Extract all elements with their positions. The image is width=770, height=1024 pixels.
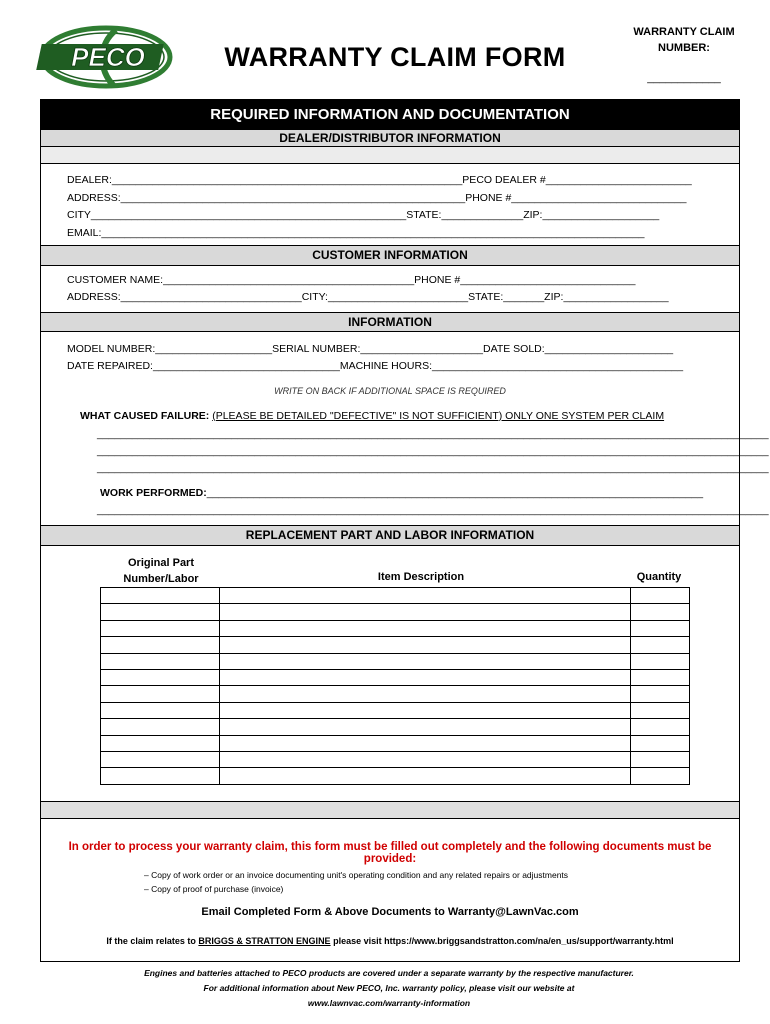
work-performed-line[interactable] bbox=[100, 487, 703, 499]
address-field[interactable]: ADDRESS:___________________________________________________________PHONE #______________________________ bbox=[67, 192, 687, 204]
quantity-cell[interactable] bbox=[631, 637, 690, 653]
failure-note: (PLEASE BE DETAILED "DEFECTIVE" IS NOT SUFFICIENT) ONLY ONE SYSTEM PER CLAIM bbox=[212, 410, 665, 422]
date-repaired-field[interactable]: DATE REPAIRED:________________________________MACHINE HOURS:___________________________________________ bbox=[67, 360, 684, 372]
table-row bbox=[101, 735, 690, 751]
part-number-cell[interactable] bbox=[101, 686, 220, 702]
description-cell[interactable] bbox=[220, 637, 631, 653]
col-description-header: Item Description bbox=[377, 571, 465, 583]
doc-item: – Copy of work order or an invoice documenting unit's operating condition and any related repairs or adjustments bbox=[144, 870, 569, 880]
failure-blank-1[interactable]: ___________________________________________________________________________________________________________________ bbox=[97, 428, 769, 440]
quantity-cell[interactable] bbox=[631, 620, 690, 636]
table-row bbox=[101, 719, 690, 735]
failure-label-line bbox=[80, 410, 664, 422]
logo-text: PECO bbox=[71, 42, 145, 72]
footer-line-1: Engines and batteries attached to PECO products are covered under a separate warranty by the respective manufacturer. bbox=[144, 968, 634, 978]
part-number-cell[interactable] bbox=[101, 588, 220, 604]
table-row bbox=[101, 620, 690, 636]
doc-item: – Copy of proof of purchase (invoice) bbox=[144, 884, 284, 894]
write-on-back-note: WRITE ON BACK IF ADDITIONAL SPACE IS REQUIRED bbox=[274, 386, 506, 396]
part-number-cell[interactable] bbox=[101, 604, 220, 620]
part-number-cell[interactable] bbox=[101, 768, 220, 784]
email-field[interactable]: EMAIL:_____________________________________________________________________________________________ bbox=[67, 227, 645, 239]
description-cell[interactable] bbox=[220, 735, 631, 751]
table-row bbox=[101, 686, 690, 702]
table-row bbox=[101, 588, 690, 604]
page-title: WARRANTY CLAIM FORM bbox=[224, 42, 566, 72]
quantity-cell[interactable] bbox=[631, 768, 690, 784]
description-cell[interactable] bbox=[220, 588, 631, 604]
col-part-number-line1: Original Part bbox=[127, 557, 195, 569]
description-cell[interactable] bbox=[220, 751, 631, 767]
footer-website-link[interactable]: www.lawnvac.com bbox=[307, 998, 383, 1008]
section-parts: REPLACEMENT PART AND LABOR INFORMATION bbox=[41, 525, 739, 546]
model-serial-field[interactable]: MODEL NUMBER:____________________SERIAL NUMBER:_____________________DATE SOLD:______________________ bbox=[67, 343, 674, 355]
description-cell[interactable] bbox=[220, 669, 631, 685]
notice-text: In order to process your warranty claim, this form must be filled out completely and the following documents must be provided: bbox=[68, 841, 712, 865]
customer-address-field[interactable]: ADDRESS:_______________________________CITY:________________________STATE:_______ZIP:__________________ bbox=[67, 291, 669, 303]
claim-number-field[interactable]: ____________ bbox=[647, 72, 721, 84]
parts-table bbox=[100, 587, 690, 785]
table-row bbox=[101, 604, 690, 620]
description-cell[interactable] bbox=[220, 719, 631, 735]
required-docs-list bbox=[144, 868, 568, 896]
description-cell[interactable] bbox=[220, 653, 631, 669]
footer-line-2: For additional information about New PECO, Inc. warranty policy, please visit our website at bbox=[203, 983, 575, 993]
dealer-field[interactable]: DEALER:____________________________________________________________PECO DEALER #_________________________ bbox=[67, 174, 692, 186]
part-number-cell[interactable] bbox=[101, 620, 220, 636]
section-required: REQUIRED INFORMATION AND DOCUMENTATION bbox=[41, 100, 739, 129]
briggs-suffix: please visit https://www.briggsandstratton.com/na/en_us/support/warranty.html bbox=[330, 936, 674, 946]
part-number-cell[interactable] bbox=[101, 751, 220, 767]
work-blank-2[interactable]: ___________________________________________________________________________________________________________________ bbox=[97, 504, 769, 516]
description-cell[interactable] bbox=[220, 702, 631, 718]
part-number-cell[interactable] bbox=[101, 669, 220, 685]
col-part-number-line2: Number/Labor bbox=[123, 573, 199, 585]
table-bottom-bar bbox=[41, 801, 739, 819]
quantity-cell[interactable] bbox=[631, 702, 690, 718]
table-row bbox=[101, 751, 690, 767]
quantity-cell[interactable] bbox=[631, 686, 690, 702]
quantity-cell[interactable] bbox=[631, 588, 690, 604]
quantity-cell[interactable] bbox=[631, 669, 690, 685]
table-row bbox=[101, 669, 690, 685]
claim-number-block bbox=[610, 24, 758, 86]
table-row bbox=[101, 653, 690, 669]
work-performed-label: WORK PERFORMED: bbox=[100, 487, 207, 499]
footer-line-3 bbox=[40, 996, 738, 1011]
table-row bbox=[101, 768, 690, 784]
col-part-number-header bbox=[111, 555, 211, 587]
quantity-cell[interactable] bbox=[631, 604, 690, 620]
failure-blank-2[interactable]: ___________________________________________________________________________________________________________________ bbox=[97, 445, 769, 457]
description-cell[interactable] bbox=[220, 620, 631, 636]
city-field[interactable]: CITY______________________________________________________STATE:______________ZIP:____________________ bbox=[67, 209, 660, 221]
peco-logo bbox=[38, 24, 174, 90]
section-information: INFORMATION bbox=[41, 312, 739, 332]
email-instruction: Email Completed Form & Above Documents to Warranty@LawnVac.com bbox=[201, 906, 579, 918]
description-cell[interactable] bbox=[220, 604, 631, 620]
description-cell[interactable] bbox=[220, 768, 631, 784]
table-row bbox=[101, 637, 690, 653]
claim-number-label: WARRANTY CLAIM bbox=[633, 26, 735, 38]
briggs-note bbox=[41, 936, 739, 946]
part-number-cell[interactable] bbox=[101, 702, 220, 718]
footer-website-path: /warranty-information bbox=[382, 998, 471, 1008]
quantity-cell[interactable] bbox=[631, 735, 690, 751]
dealer-spacer-bar bbox=[41, 147, 739, 164]
briggs-prefix: If the claim relates to bbox=[106, 936, 199, 946]
briggs-link[interactable]: BRIGGS & STRATTON ENGINE bbox=[198, 936, 331, 946]
part-number-cell[interactable] bbox=[101, 637, 220, 653]
section-customer: CUSTOMER INFORMATION bbox=[41, 245, 739, 266]
customer-name-field[interactable]: CUSTOMER NAME:___________________________________________PHONE #______________________________ bbox=[67, 274, 636, 286]
form-box bbox=[40, 99, 769, 962]
failure-label: WHAT CAUSED FAILURE: bbox=[80, 410, 210, 422]
failure-blank-3[interactable]: ___________________________________________________________________________________________________________________ bbox=[97, 462, 769, 474]
quantity-cell[interactable] bbox=[631, 719, 690, 735]
quantity-cell[interactable] bbox=[631, 653, 690, 669]
work-performed-blank[interactable]: _____________________________________________________________________________________ bbox=[206, 487, 704, 499]
claim-number-label-2: NUMBER: bbox=[658, 42, 710, 54]
footer bbox=[40, 966, 738, 1011]
table-row bbox=[101, 702, 690, 718]
section-dealer: DEALER/DISTRIBUTOR INFORMATION bbox=[41, 129, 739, 147]
part-number-cell[interactable] bbox=[101, 719, 220, 735]
description-cell[interactable] bbox=[220, 686, 631, 702]
col-quantity-header: Quantity bbox=[636, 571, 682, 583]
quantity-cell[interactable] bbox=[631, 751, 690, 767]
part-number-cell[interactable] bbox=[101, 735, 220, 751]
part-number-cell[interactable] bbox=[101, 653, 220, 669]
